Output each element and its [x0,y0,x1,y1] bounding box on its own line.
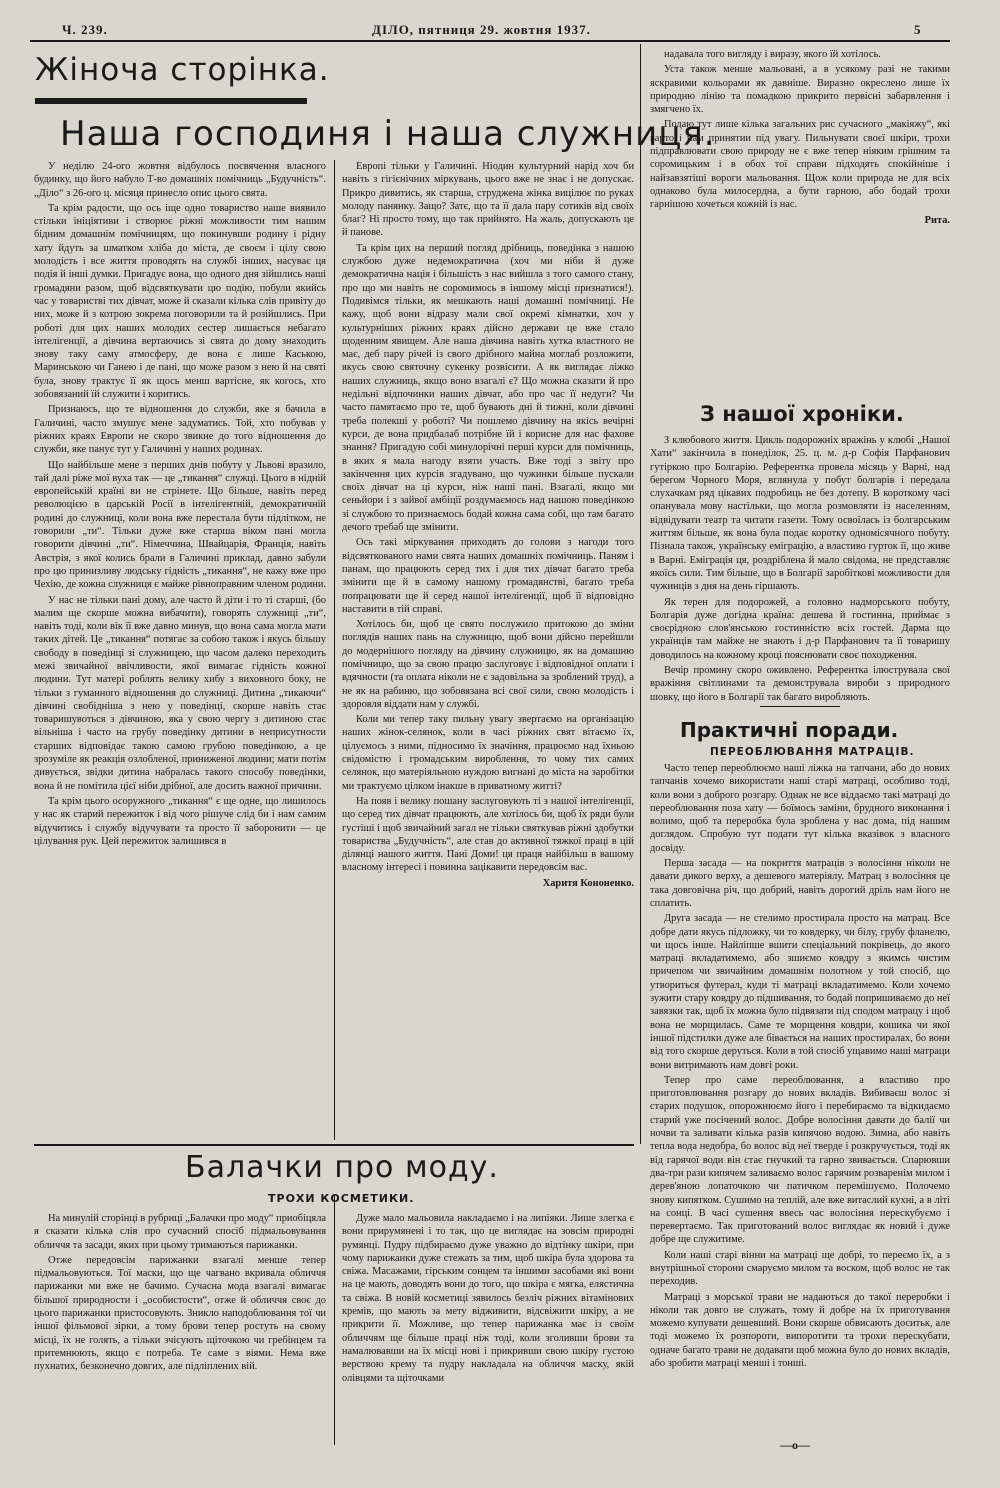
paragraph: На минулій сторінці в рубриці „Балачки про моду“ приобіцяла я сказати кілька слів про сучасний спосіб підмальовування обличчя та засади, яких при цьому тримаються парижанки. [34,1213,326,1251]
paragraph: Тепер про саме переоблювання, а властиво про приготовлювання розгару до нових вкладів. Вибиваєш волос зі старих подушок, опорожнюємо його і перебираємо та відкидаємо старий уже посічений волос. Добре волосіння давати до балії чи ночви та заливати кілька разів кипячою водою. Зимна, або навіть тепла вода недобра, бо волос від неї тверде і розкручується, тоді як від гарячої води він стає гнучкий та гарно звивається. Спарювши два-три рази кипячем заливаємо волос гарячим розваренім милом і дерев'яною лопаточкою чи патичком перемішуємо. Полочемо знову кипятком. Сушимо на теплій, але вже витаслий кухні, а в літі на сонці. В часі сушення ввесь час волосіння перескубуємо і перевертаємо. Так приготований волос виглядає як новий і дуже добре ще служитиме. [650,1074,950,1246]
page-number: 5 [914,22,922,37]
paragraph: Що найбільше мене з перших днів побуту у Львові вразило, тай далі ріже мої вуха так — це „тикання“ служці. Цього в нідній европейській країні ви не стрінете. Що більше, навіть перед революцією в царській Росії в інтелігентній, демократичній родині до служниці, коли вона вже перестала бути підлітком, не говорили „ти“. Тільки дуже вже старша віком пані могла говорити дівчині „ти“. Німеччина, Швайцарія, Франція, навіть Австрія, з якої колись брали в Галичині приклад, давно забули про цю принизливу людську гідність „тикання“, не кажу вже про Чехію, де кожна служниця є майже рівноправним членом родини. [34,459,326,591]
section-title-underline [35,98,307,104]
column-divider-right [640,44,641,1144]
advice-title: Практичні поради. [680,718,899,742]
paragraph: надавала того вигляду і виразу, якого їй хотілось. [664,49,881,60]
paragraph: Уста також менше мальовані, а в усякому разі не такими яскравими кольорами як давніше. Виразно окреслено лише їх природню лінію та помадкою прикрито первісні забарвлення і змягчено їх. [650,64,950,116]
paragraph: У нас не тільки пані дому, але часто й діти і то ті старші, (бо малим ще скорше можна вибачити), говорять служниці „ти“, навіть тоді, коли вік її вже давно минув, що вона сама могла мати таких дітей. Це „тикання“ потягає за собою також і якусь більшу свободу в поведінці зі служницею, що часом далеко переходить межі звичайної ввічливости, якої вимагає гідність кожної людини. Тут матері роблять велику хибу з виховного боку, не тільки з гуманного відношення до служниці. Дитина „тикаючи“ дівчині свобідніша з нею у поведінці, скорше навіть стає товаришувоться з дівчиною, яка у свою чергу з дитиною стає вільніша і часто на грубу поведінку дитини в неприсутности старших відповідає такою самою грубою поведінкою, а це зрозуміле як реакція озлобленої, приниженої людини; мати потім дивується, звідки дитина набралась такого способу поведінки, вона й не помітила цієї ніби дрібної, але досить важної причини. [34,594,326,792]
fashion-column-1 [34,1212,326,1444]
fashion-title: Балачки про моду. [185,1150,499,1185]
paragraph: Отже передовсім парижанки взагалі менше тепер підмальовуються. Тої маски, що ще чагвано вкривала обличчя парижанки ми вже не бачимо. Сучасна мода взагалі вимагає більшої природности і „особистости“, отже й обличчя своє до цього парижанки пристосовують. Зникло наподоблювання тої чи іншої фільмової зірки, а тому брови тепер ростуть на свому місці, їх не голять, а тільки зчісують щіточкою чи гребінцем та притемнюють, якщо є потреба. Те саме з віями. Нема вже пухнатих, безконечно довгих, але підліплених вій. [34,1254,326,1373]
paragraph: Признаюсь, що те відношення до служби, яке я бачила в Галичині, часто змушує мене задуматись. Той, хто побував у ріжних краях Европи не скоро звикне до того відношення до служби, яке панує тут у Галичині у наших родинах. [34,404,326,456]
advice-text [650,762,950,1437]
paragraph: На появ і велику пошану заслуговують ті з нашої інтелігенції, що серед тих дівчат працюють, але хотілось би, щоб їх ряди були густіші і щоб звичайний загал не тільки святкував ріжні здобутки товариства „Будучність“, але став до активної тяжкої праці в цій ділянці нашого життя. Пані Доми! ця праця найбільш в вашому власному інтересі і повинна зацікавити передовсім вас. [342,795,634,874]
signature: Рита. [924,214,950,226]
chronicle-text [650,434,950,702]
column-divider-left [334,160,335,1140]
article-title: Наша господиня і наша служниця. [60,114,716,154]
paragraph: Матраці з морської трави не надаються до такої переробки і ніколи так довго не служать, тому й добре на їх приготування можемо купувати дешевший. Вони скорше обвисають доситьк, але тоді можемо їх розпороти, випоротити та трохи перескубати, одначе багато трави не додавати щоб можна було до нових вкладів, або зробити матраці менші і тонші. [650,1291,950,1370]
article-column-2 [342,160,634,1140]
paragraph: Хотілось би, щоб це свято послужило притокою до зміни поглядів наших пань на служницю, щоб вони дійсно перейшли до модернішого погляду на дівчину служницю, як на домашню помічницю, що за свою працю заслуговує і відповідної оплати і вдячности (та оплата ніколи не є задовільна за зроблений труд), а не як на рабиню, що зобовязана всі свої сили, свою молодість і здоровля віддати нам у службі. [342,619,634,710]
chronicle-title: З нашої хроніки. [700,402,904,426]
header-rule [30,40,950,42]
paragraph: Часто тепер переоблюємо наші ліжка на тапчани, або до нових тапчанів хочемо використати наші старі матраці, особливо тоді, коли вони з доброго розгару. Однак не все віддаємо такі матраці до переоблювання поза хату — боїмось заміни, брудного виконання і волимо, щоб та переробка була зроблена у нас дома, під нашим доглядом. Спробую тут подати тут кілька вказівок з власного досвіду. [650,763,950,854]
issue-number: Ч. 239. [62,22,108,37]
article-signature: Харитя Кононенко. [542,877,634,889]
paragraph: Та крім цих на перший погляд дрібниць, поведінка з нашою службою дуже недемократична (хоч ми ніби й дуже демократична нація і більшість з нас вийшла з того самого стану, про що ми навіть не соромимось в іншому місці признатися!). Подивімся тільки, як мешкають наші домашні помічниці. Не кажу, щоб вони відразу мали свої окремі кімнатки, хоч у культурніших ріжних краях дійсно держави це вже стало щоденним явищем. Але наша дівчина навіть хутка властного не має, деб пару річей із свого дрібного майна моглаб розложити, якусь свою святочну сукенку розвісити. А як виглядає ліжко наших служниць, якщо воно взагалі є? Що можна сказати й про недільні відпочинки наших дівчат, або про час її недуги? Чи часто памятаємо про те, щоб бувають дні й тижні, коли дівчині треба полекші у роботі? Чи пошлемо дівчину на якісь вечірні курси, де вона придбалаб потрібне їй і корисне для нас фахове знання? Пригадую собі минулорічні перші курси для помічниць, в яких я мала нагоду взяти участь. Вже тоді з звіту про закінчення цих курсів згадувано, що чужинки більше пускали своїх дівчат на ці курси, ніж наші пані. Взагалі, якщо ми сеньйори і з зайвої амбіції роздумаємось над нашою поведінкою зі службою то признаємось бодай кожна сама собі, що там багато дечого требаб ще змінити. [342,242,634,534]
paragraph: Подаю тут лише кілька загальних рис сучасного „макіяжу“, які варто і нам принятии під увагу. Пильнувати своєї шкіри, трохи підправлювати свою природу не є вже тепер ніяким грішним та соромицьким і в обох тої справи підходять спокійніше і найзавзятіші вороги мальовання. Щож коли природа не для всіх однаково була милосердна, а бути гарною, або бодай трохи гарнішою хочеться кожній із нас. [650,119,950,211]
paragraph: Дуже мало мальовила накладаємо і на липіяки. Лише злегка є вони прирумянені і то так, що це виглядає на зовсім природні румянці. Пудру підбираємо дуже уважно до відтінку шкіри, при чому парижанки дуже стежать за тим, щоб шкіра була здорова та свіжа. Масажами, гірським сонцем та іншими засобами які вони на це мають, доводять вони до того, що шкіра є мягка, елястична та свіжа. В новій косметиці зявилось безліч ріжних вітамінових кремів, що мають за мету відживити, відсвіжити шкіру, а не прикрити її. Можливе, що тепер парижанка має із своїм обличчям ще більше праці ніж тоді, коли зголивши брови та намалювавши на їх місці нові і прикривши свою шкіру густою верствою крему та пудру накладала на обличчя маску, якій олівцями та щіточками [342,1213,634,1384]
paragraph: Як терен для подорожей, а головно надморського побуту, Болгарія дуже догідна країна: дешева й гостинна, приймає з своєрідною слов'янською гостинністю всіх гостей. Дарма що українців там майже не знають і д-р Парфанович та її товаришу доводилось на кожному кроці пояснювати своє походження. [650,596,950,661]
paragraph: Ось такі міркування приходять до голови з нагоди того відсвяткованого нами свята наших домашніх помічниць. Паням і панам, що працюють серед тих і для тих дівчат багато треба змінити ще й в самому нашому громадянстві, багато треба попрацювати ще й серед нашої інтелігенції, щоб її відповідно наставити в тій справі. [342,537,634,615]
paragraph: Та крім радости, що ось іще одно товариство наше виявило стільки ініціятиви і створює ріжні можливости тим нашим бідним домашнім помічницям, що покинувши родину і рідну хату йдуть за шматком хліба до міста, де своєм і цілу свою молодість і все життя проводять на службі інших, насуває ця подія й інші думки. Пригадує вона, що одного дня зійшлись наші громадяни разом, щоб відсвяткувати цю подію, побули якийсь час у товаристві тих дівчат, може й сказали кілька слів привіту до них, може й з котрою зокрема поговорили та й розійшлись. При роботі для цих наших молодих сестер лишається небагато інтелігенції, а дівчина вертаючись зі свята до дому знаходить знову таку саму атмосферу, де вона є лише Каською, Маринською чи Ганею і де пані, що може разом з нею й на святі була, знову трактує її як щось менш вартісне, як когось, хто зобовязаний їй служити і коритись. [34,202,326,401]
fashion-column-2 [342,1212,634,1444]
right-column-top [650,48,950,398]
paragraph: У неділю 24-ого жовтня відбулось посвячення власного будинку, що його набуло Т-во домашніх помічниць „Будучність“. „Діло“ з 26-ого ц. місяця принесло опис цього свята. [34,161,326,199]
paragraph: Европі тільки у Галичині. Ніодин культурний нарід хоч би навіть з гігієнічних міркувань, цього вже не знає і не допускає. Прикро дивитись, як старша, струджена жінка вицілює по руках молоду панянку. Защо? Затє, що та її дала пару сотиків від своїх благ? Ні просто тому, що так прийнято. На жаль, допускають це й панове. [342,161,634,239]
column-divider-bottom [334,1195,335,1445]
paragraph: Та крім цього осоружного „тикання“ є ще одне, що лишилось у нас як старий пережиток і від чого рішуче слід би і нам самим відучитись і службу відучувати та просто її заборонити — це цілування рук. Цей пережиток залишився в [34,795,326,847]
paragraph: З клюбового життя. Цикль подорожніх вражінь у клюбі „Нашої Хати“ закінчила в понеділок, 25. ц. м. д-р Софія Парфанович гутіркою про Болгарію. Референтка провела місяць у Варні, над берегом Чорного Моря, вглянула у побут болгарів і передала слухачкам ряд цікавих подробиць не без дотепу. В короткому часі опанувала мову настільки, що могла розмовляти із населенням, відвідувати театр та читати газети. Тому освоїлась із болгарським життям більше, як вона була подає коротку одномісячного побуту. Пізнала також, українську еміграцію, а властиво гурток її, що живе в Варні. Еміграція ця, роздріблена й мало свідома, не представляє якоїсь сили. Тим більше, що в Болгарії заробіткові можливости для чужинців з дня на день гіршають. [650,435,950,593]
paragraph: Вечір промину скоро оживлено. Референтка ілюструвала свої вражіння світлинами та демонструвала вироби з природного шовку, що його в Болгарії так багато виробляють. [650,665,950,702]
advice-subtitle: ПЕРЕОБЛЮВАННЯ МАТРАЦІВ. [710,746,915,758]
divider [760,706,840,707]
paragraph: Друга засада — не стелимо простирала просто на матрац. Все добре дати якусь підложку, чи то ковдерку, чи білу, грубу фланелю, чи щось інше. Найліпше вшити спеціальний покрівець, до якого матраці вкладатимемо, або зшиємо ковдру з якимсь чистим причепом чи звичайним домашнім полотном у той спосіб, що утвориться футерал, куди ті матраці вкладатимемо. Коли хочемо зужити стару ковдру до підшивання, то бодай попришиваємо до неї завязки так, щоб їх можна було підвязати під сподом матрацу і щоб вона не морщилась. Саме те морщення ковдри, кошика чи якої іншої підстилки дуже але бівається на наших простиралах, бо вони від того скорше деруться. Коли в той спосіб ущавимо наші матраци вони витримають нам довгі роки. [650,913,950,1071]
end-mark: —o— [780,1438,810,1452]
paragraph: Коли наші старі вінни на матраці ще добрі, то переємо їх, а з внутрішньої сторони смаруємо милом та воском, щоб волос не так переходив. [650,1249,950,1288]
section-title: Жіноча сторінка. [35,52,330,88]
article-divider [34,1144,634,1146]
masthead: ДІЛО, пятниця 29. жовтня 1937. [372,22,591,37]
paragraph: Коли ми тепер таку пильну увагу звертаємо на організацію наших жінок-селянок, коли в часі ріжних свят вітаємо їх, цілуємось з ними, підносимо їх значіння, працюємо над їхньою свідомістю і громадським вироблення, то чому тих самих селянок, що матеріяльною нуждою вигнані до міста на заробітки ми трактуємо цілком інакше в приватному житті? [342,714,634,792]
fashion-subtitle: ТРОХИ КОСМЕТИКИ. [268,1192,415,1205]
article-column-1 [34,160,326,1140]
paragraph: Перша засада — на покриття матраців з волосіння ніколи не давати дикого верху, а дешевого матеріялу. Матрац з волосіння це така довговічна річ, що добрий, навіть дорогий дріль нам його не сплатить. [650,858,950,909]
